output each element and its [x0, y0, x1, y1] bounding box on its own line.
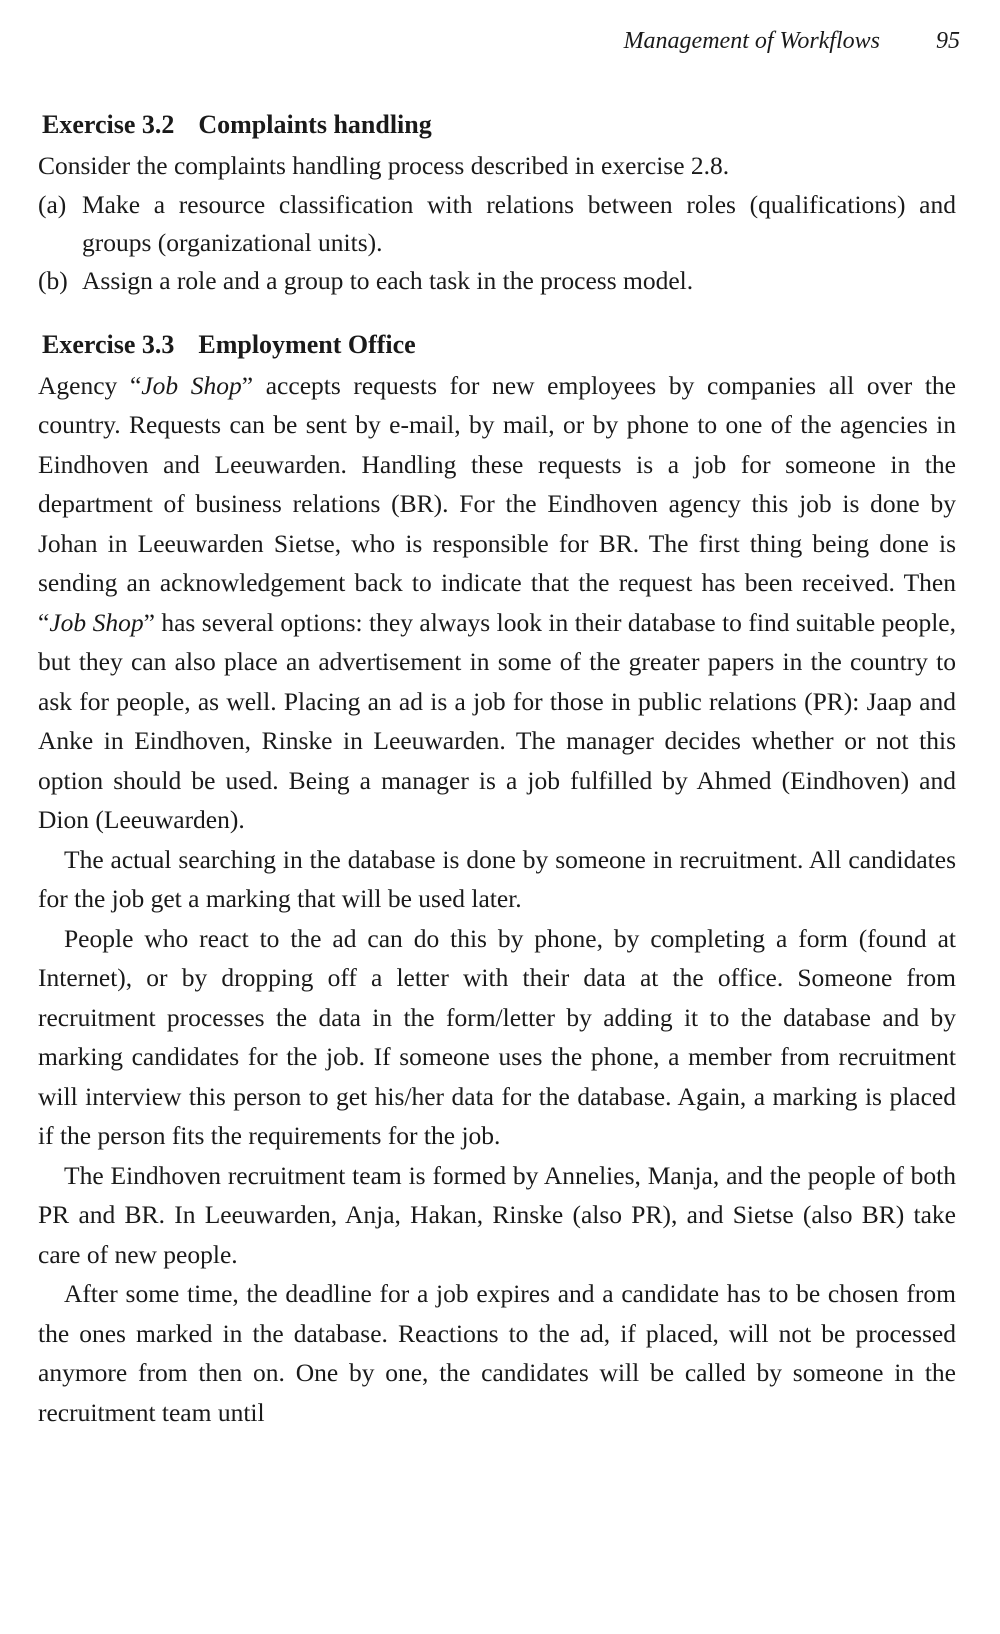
exercise-heading	[42, 328, 956, 362]
exercise-number: Exercise 3.2	[42, 110, 175, 139]
paragraph-3: People who react to the ad can do this by phone, by completing a form (found at Internet), or by dropping off a letter with their data at the office. Someone from recruitment processes the data in the form/letter by adding it to the database and by marking candidates for the job. If someone uses the phone, a member from recruitment will interview this person to get his/her data for the database. Again, a marking is placed if the person fits the requirements for the job.	[38, 923, 956, 1150]
page-content	[38, 108, 956, 1432]
paragraph-1	[38, 366, 956, 840]
agency-name: Job Shop	[49, 607, 144, 637]
subitem-text: Make a resource classification with relations between roles (qualifications) and groups (organizational units).	[82, 189, 956, 257]
running-title: Management of Workflows	[623, 28, 880, 54]
subitem-text: Assign a role and a group to each task in the process model.	[82, 265, 694, 295]
exercise-number: Exercise 3.3	[42, 329, 175, 359]
exercise-3-2	[38, 108, 956, 300]
exercise-title: Employment Office	[198, 329, 416, 359]
exercise-3-3	[38, 328, 956, 1433]
agency-name: Job Shop	[141, 370, 242, 400]
subitem-label: (b)	[38, 265, 68, 295]
paragraph-4: The Eindhoven recruitment team is formed by Annelies, Manja, and the people of both PR and BR. In Leeuwarden, Anja, Hakan, Rinske (also PR), and Sietse (also BR) take care of new people.	[38, 1160, 956, 1269]
text-run: ” accepts requests for new employees by companies all over the country. Requests can be sent by e-mail, by mail, or by phone to one of the agencies in Eindhoven and Leeuwarden. Handling these requests is a job for someone in the department of business relations (BR). For the Eindhoven agency this job is done by Johan in Leeuwarden Sietse, who is responsible for BR. The first thing being done is sending an acknowledgement back to indicate that the request has been received. Then “	[38, 370, 956, 637]
subitem-b	[38, 262, 956, 300]
paragraph-5: After some time, the deadline for a job expires and a candidate has to be chosen from the ones marked in the database. Reactions to the ad, if placed, will not be processed anymore from then on. One by one, the candidates will be called by someone in the recruitment team until	[38, 1279, 956, 1427]
exercise-intro: Consider the complaints handling process described in exercise 2.8.	[38, 151, 730, 180]
running-head	[40, 28, 960, 64]
text-run: ” has several options: they always look in their database to find suitable people, but they can also place an advertisement in some of the greater papers in the country to ask for people, as well. Placing an ad is a job for those in public relations (PR): Jaap and Anke in Eindhoven, Rinske in Leeuwarden. The manager decides whether or not this option should be used. Being a manager is a job fulfilled by Ahmed (Eindhoven) and Dion (Leeuwarden).	[38, 607, 956, 834]
exercise-title: Complaints handling	[198, 110, 432, 139]
exercise-heading	[42, 108, 956, 142]
subitem-a	[38, 186, 956, 262]
paragraph-2: The actual searching in the database is done by someone in recruitment. All candidates for the job get a marking that will be used later.	[38, 844, 956, 913]
page-number: 95	[936, 28, 960, 54]
text-run: Agency “	[38, 370, 142, 400]
subitem-label: (a)	[38, 189, 67, 219]
